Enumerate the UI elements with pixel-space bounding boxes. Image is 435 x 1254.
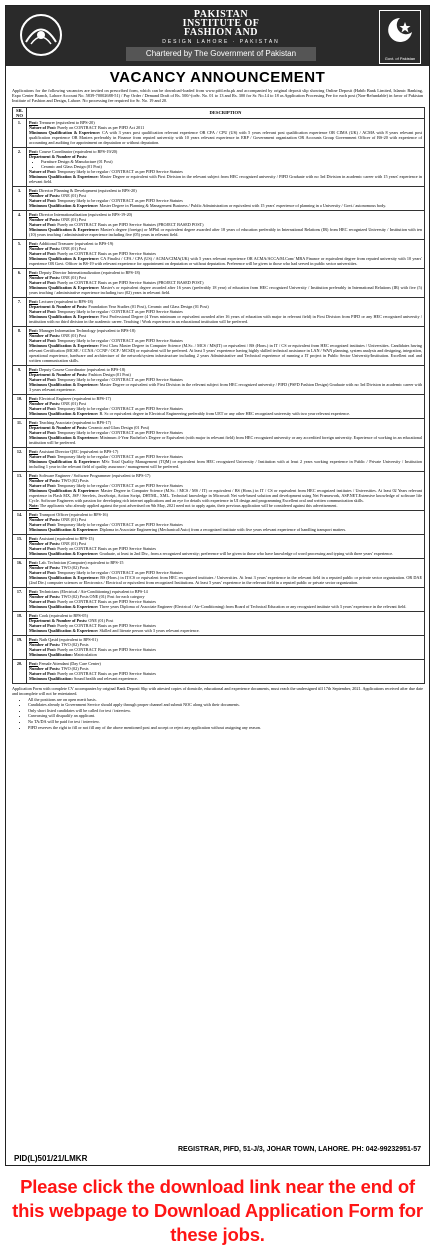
table-row	[13, 268, 425, 297]
field-label: Note:	[29, 502, 39, 508]
post-field: Minimum Qualification & Experience: Master's degree (foreign) or MPhil or equivalent degree awarded after 18 years of education preferably in International Relations (IR) from HEC recognized University / Institution with ten (10) years teaching / administrative experience including five (05) years in relevant field.	[29, 226, 422, 237]
row-description	[27, 118, 425, 147]
field-label: Nature of Post:	[29, 279, 57, 285]
post-field: Nature of Post: Purely on CONTRACT Basis as per PIFD Service Statutes	[29, 545, 156, 551]
list-item: • PIFD reserves the right to fill or not fill any of the above mentioned post and accept or reject any application without assigning any reason.	[28, 725, 429, 731]
field-label: Minimum Qualification & Experience:	[29, 342, 99, 348]
post-field: Nature of Post: Temporary likely to be regular / CONTRACT as per PIFD Service Statutes	[29, 453, 183, 459]
post-field: Post: Deputy Director Internationalization (equivalent to BPS-18)	[29, 269, 140, 275]
row-description	[27, 147, 425, 186]
row-description	[27, 268, 425, 297]
field-label: Nature of Post:	[29, 569, 57, 575]
department-list	[41, 159, 422, 169]
post-field: Minimum Qualification & Experience: CA Finalist / CFA / CPA (US) / ACMA/CIMA(UK) with 5 years relevant experience OR ACMA/ACCA/M.Com/ MBA Finance or equivalent degree from reputed university with 10 years' experience OR Govt. Officer in BS-19 with relevant experience for appointment on deputation or without deputation. Preference will be given to those who had served in public sector universities.	[29, 255, 423, 266]
field-label: Minimum Qualification & Experience:	[29, 255, 100, 261]
field-label: Post:	[29, 612, 39, 618]
field-label: Minimum Qualification & Experience:	[29, 487, 100, 493]
post-field: Minimum Qualification & Experience: Master Degree in Planning & Management Business / Public Administration or equivalent with 15 years' experience of planning in a University / Govt./ autonomous body.	[29, 202, 387, 208]
post-field: Post: Lecturer (equivalent to BPS-18)	[29, 298, 93, 304]
post-field: Department & Number of Posts: Foundation Year Studies (01 Post), Ceramic and Glass Design (01 Post)	[29, 303, 209, 309]
field-label: Minimum Qualification & Experience:	[29, 526, 99, 532]
row-description	[27, 297, 425, 326]
post-field: Post: Teaching Associate (equivalent to BPS-17)	[29, 419, 112, 425]
post-field: Note: The applicants who already applied against the post advertised on 9th May, 2021 need not to apply again, their previous application will be considered against this advertisement.	[29, 502, 338, 508]
table-row	[13, 394, 425, 418]
field-label: Nature of Post:	[29, 197, 57, 203]
field-label: Nature of Post:	[29, 429, 57, 435]
pid-number: PID(L)501/21/LMKR	[14, 1154, 88, 1163]
institute-city	[156, 39, 286, 45]
row-number: 12.	[13, 447, 27, 471]
row-number: 18.	[13, 611, 27, 635]
list-item: • No TA/DA will be paid for test / interview.	[28, 719, 429, 725]
post-field: Minimum Qualification & Experience: BS (Hons.) in IT/CS or equivalent from HEC recognized institutes / Universities. At least 3 years' experience in the relevant field in a reputed public or private sector organization. OR DAE (2nd Div.) computer sciences or Electronics / Electrical or equivalent from recognized Institutions. At least 5 years' experience in the relevant field in a reputed public or private sector organization.	[29, 574, 423, 585]
field-label: Nature of Post:	[29, 337, 57, 343]
field-label: Post:	[29, 187, 39, 193]
row-description	[27, 558, 425, 587]
pifd-emblem-icon	[16, 12, 66, 58]
row-number: 3.	[13, 186, 27, 210]
table-row	[13, 365, 425, 394]
post-field: Nature of Post: Temporary likely to be regular / CONTRACT as per PIFD Service Statutes	[29, 376, 183, 382]
field-label: Nature of Post:	[29, 646, 57, 652]
post-field: Nature of Post: Purely on CONTRACT Basis as per PIFD Service Statutes (PROJECT BASED POST)	[29, 279, 204, 285]
table-row	[13, 186, 425, 210]
field-label: Number of Posts:	[29, 245, 61, 251]
post-field: Post: Treasurer (equivalent to BPS-20)	[29, 119, 95, 125]
row-number: 10.	[13, 394, 27, 418]
post-field: Minimum Qualification & Experience: Diploma in Associate Engineering (Mechanical/Auto) from a recognized institute with five years relevant experience of handling transport matters.	[29, 526, 347, 532]
post-field: Number of Posts: ONE (01) Post	[29, 332, 87, 338]
field-label: Post:	[29, 588, 39, 594]
post-field: Nature of Post: Temporary likely to be regular / CONTRACT as per PIFD Service Statutes	[29, 429, 183, 435]
col-header-description: DESCRIPTION	[27, 107, 425, 118]
field-label: Post:	[29, 511, 39, 517]
table-row	[13, 611, 425, 635]
row-description	[27, 587, 425, 611]
table-row	[13, 635, 425, 659]
row-description	[27, 365, 425, 394]
post-field: Post: Course Coordinator (equivalent to BPS-19/20)	[29, 148, 118, 154]
table-row	[13, 239, 425, 268]
list-item: • Furniture Design & Manufacture (01 Post)	[41, 159, 422, 164]
post-field: Nature of Post: Temporary likely to be regular / CONTRACT as per PIFD Service Statutes	[29, 405, 183, 411]
row-number: 5.	[13, 239, 27, 268]
post-field: Nature of Post: Purely on CONTRACT Basis as per PIFD Service Statutes	[29, 622, 156, 628]
post-field: Nature of Post: Purely on CONTRACT Basis as per PIFD Service Statutes (PROJECT BASED POST)	[29, 221, 204, 227]
row-description	[27, 326, 425, 365]
field-label: Nature of Post:	[29, 250, 57, 256]
post-field: Nature of Post: Temporary likely to be regular / CONTRACT as per PIFD Service Statutes	[29, 168, 183, 174]
field-label: Minimum Qualification & Experience:	[29, 226, 100, 232]
table-row	[13, 471, 425, 510]
field-label: Nature of Post:	[29, 221, 57, 227]
field-label: Minimum Qualification & Experience:	[29, 284, 100, 290]
post-field: Number of Posts: TWO (02) Posts	[29, 665, 89, 671]
ad-title: VACANCY ANNOUNCEMENT	[109, 69, 326, 86]
field-label: Minimum Qualification & Experience:	[29, 381, 99, 387]
list-item: • Ceramic and Glass Design (01 Post)	[41, 164, 422, 169]
post-field: Post: Director Planning & Development (equivalent to BPS-20)	[29, 187, 137, 193]
post-field: Nature of Post: Purely on CONTRACT Basis as per PIFD Service Statutes	[29, 250, 156, 256]
field-label: Post:	[29, 472, 39, 478]
field-label: Minimum Qualification & Experience:	[29, 458, 101, 464]
field-label: Minimum Qualification & Experience:	[29, 434, 99, 440]
row-number: 7.	[13, 297, 27, 326]
field-label: Post:	[29, 660, 39, 666]
row-number: 13.	[13, 471, 27, 510]
field-label: Post:	[29, 535, 39, 541]
row-number: 2.	[13, 147, 27, 186]
row-number: 6.	[13, 268, 27, 297]
field-label: Nature of Post:	[29, 453, 57, 459]
govt-label: Govt. of Pakistan	[384, 56, 416, 61]
list-item: • Candidates already in Government Service should apply through proper channel and submit NOC along with their documents.	[28, 702, 429, 708]
table-row	[13, 210, 425, 239]
institute-line-4: DESIGN	[162, 39, 194, 45]
post-field: Number of Posts: TWO (02) Posts	[29, 641, 89, 647]
field-label: Nature of Post:	[29, 598, 57, 604]
field-label: Number of Posts:	[29, 332, 61, 338]
post-field: Number of Posts: ONE (01) Post	[29, 516, 87, 522]
institute-line-1: PAKISTAN	[193, 9, 249, 20]
table-row	[13, 558, 425, 587]
field-label: Nature of Post:	[29, 482, 57, 488]
terms-list	[28, 697, 429, 731]
field-label: Post:	[29, 298, 39, 304]
row-description	[27, 210, 425, 239]
post-field: Department & Number of Posts: Fashion Design (01 Post)	[29, 371, 131, 377]
field-label: Department & Number of Posts:	[29, 617, 88, 623]
field-label: Post:	[29, 327, 39, 333]
table-row	[13, 510, 425, 534]
row-number: 8.	[13, 326, 27, 365]
post-field: Minimum Qualification: Sound health and relevant experience.	[29, 675, 138, 681]
list-item: • Only short listed candidates will be called for test / interview.	[28, 708, 429, 714]
row-description	[27, 186, 425, 210]
field-label: Minimum Qualification & Experience:	[29, 574, 99, 580]
field-label: Number of Posts:	[29, 564, 61, 570]
list-item: • Canvassing will disqualify an applicant.	[28, 713, 429, 719]
post-field: Nature of Post: Purely on CONTRACT Basis as per PIFD Act 2011	[29, 124, 145, 130]
row-number: 14.	[13, 510, 27, 534]
post-field: Number of Posts: ONE (01) Post	[29, 216, 87, 222]
post-field: Post: Additional Treasurer (equivalent to BPS-19)	[29, 240, 114, 246]
registrar-address: REGISTRAR, PIFD, 51-J/3, JOHAR TOWN, LAHORE. PH: 042-99232951-57	[178, 1146, 421, 1153]
vacancy-advertisement	[5, 5, 430, 1166]
post-field: Number of Posts: ONE (01) Post	[29, 245, 87, 251]
field-label: Minimum Qualification & Experience:	[29, 202, 99, 208]
field-label: Post:	[29, 366, 39, 372]
post-field: Post: Assistant Director QEC (equivalent to BPS-17)	[29, 448, 119, 454]
table-row	[13, 447, 425, 471]
post-field: Minimum Qualification & Experience: Graduate, at least in 2nd Div., from a recognized university; preference will be given to those who have knowledge of word processing and typing with three years' experience.	[29, 550, 394, 556]
post-field: Minimum Qualification & Experience: Master Degree or equivalent with First Division in the relevant subject from HEC recognized university / PIFD (PSFD Fashion Design) Graduate with no 3rd Division in academic career with 3 years relevant experience.	[29, 381, 422, 392]
field-label: Post:	[29, 559, 39, 565]
post-field: Minimum Qualification: Matriculation	[29, 651, 97, 657]
post-field: Number of Posts: TWO (02) Posts ONE (01) Post for each category	[29, 593, 145, 599]
institute-line-3: FASHION AND	[184, 27, 258, 38]
field-label: Nature of Post:	[29, 670, 57, 676]
post-field: Minimum Qualification & Experience: First Professional Degree (4 Years minimum or equivalent awarded after 16 years of education with major in relevant field) in First Division from PIFD or any HEC recognized university / institution with no third division in the academic career. Teaching / Work experience in an educational institution will be preferred.	[29, 313, 422, 324]
post-field: Number of Posts: ONE (01) Post	[29, 540, 87, 546]
field-label: Nature of Post:	[29, 124, 57, 130]
post-field: Post: Manager Information Technology (equivalent to BPS-18)	[29, 327, 136, 333]
table-row	[13, 326, 425, 365]
ad-header	[6, 6, 429, 66]
row-description	[27, 659, 425, 683]
field-label: Post:	[29, 395, 39, 401]
field-label: Minimum Qualification:	[29, 651, 73, 657]
field-label: Nature of Post:	[29, 405, 57, 411]
post-field: Post: Lab. Technician (Computer) equivalent to BPS-15	[29, 559, 124, 565]
table-row	[13, 297, 425, 326]
row-description	[27, 635, 425, 659]
institute-line-2: INSTITUTE OF	[182, 18, 260, 29]
post-field: Minimum Qualification & Experience: Master Degree or equivalent with First Division in the relevant subject from HEC recognized university / PIFD Graduate with no 3rd Division in academic career with 15 years' experience in relevant field.	[29, 173, 423, 184]
field-label: Nature of Post:	[29, 622, 57, 628]
post-field: Post: Technicians (Electrical / Air-Conditioning) equivalent to BPS-14	[29, 588, 148, 594]
post-field: Minimum Qualification & Experience: CA with 3 years post qualification relevant experience OR CFA / CPU (US) with 5 years relevant post qualification experience OR CIMA (UK) / ACMA with 8 years relevant post qualification experience OR Masters preferably in Finance from reputed university with 10 years relevant experience in ERP / Government organization OR Accounts Group Government Officer of BS-20 with experience of accounting and auditing for appointment on deputation or without deputation.	[29, 129, 423, 145]
field-label: Number of Posts:	[29, 192, 61, 198]
field-label: Minimum Qualification & Experience:	[29, 173, 99, 179]
row-description	[27, 394, 425, 418]
crescent-star-icon	[385, 14, 415, 50]
field-label: Minimum Qualification:	[29, 675, 73, 681]
field-label: Minimum Qualification & Experience:	[29, 550, 99, 556]
post-field: Nature of Post: Temporary likely to be regular / CONTRACT as per PIFD Service Statutes	[29, 337, 183, 343]
field-label: Department & Number of Posts:	[29, 153, 88, 159]
post-field: Number of Posts: ONE (01) Post	[29, 274, 87, 280]
field-label: Number of Posts:	[29, 593, 61, 599]
post-field: Minimum Qualification & Experience: Master Degree in Computer Science (M.Sc. / MCS / MS / IT) or equivalent / BS (Hons.) in IT / CS or equivalent from HEC recognized institutes / Universities. At least 02 Years relevant experience in Flash MX, JSP / Servlets, JavaScript, Action Script, DHTML, XML. Technical knowledge in Microsoft Net web-based solution and development using Net Framework, ASP.NET.Extensive knowledge of software life Cycle. Software Engineers with passion for developing rich internet applications and an eye for details with experience in UI design and programming Excellent oral and written communication skills.	[29, 487, 423, 503]
row-description	[27, 510, 425, 534]
institute-name	[156, 10, 286, 37]
row-number: 19.	[13, 635, 27, 659]
post-field: Post: Female Attendant (Day Care Center)	[29, 660, 101, 666]
field-label: Number of Posts:	[29, 216, 61, 222]
post-field: Nature of Post: Temporary likely to be regular / CONTRACT as per PIFD Service Statutes	[29, 521, 183, 527]
row-description	[27, 418, 425, 447]
charter-banner: Chartered by The Government of Pakistan	[126, 47, 316, 61]
field-label: Number of Posts:	[29, 274, 61, 280]
post-field: Nature of Post: Temporary likely to be regular / CONTRACT as per PIFD Service Statutes	[29, 308, 183, 314]
post-field: Minimum Qualification & Experience: Minimum 4-Year Bachelor's Degree or Equivalent (with major in relevant field) from HEC recognized university or any accredited foreign university. Experience of working in an educational institution will be preferred.	[29, 434, 422, 445]
col-header-no: SR. NO	[13, 107, 27, 118]
field-label: Minimum Qualification & Experience:	[29, 410, 99, 416]
post-field: Number of Posts: TWO (02) Posts	[29, 477, 89, 483]
post-field: Department & Number of Posts: ONE (01) Post	[29, 617, 114, 623]
field-label: Minimum Qualification & Experience:	[29, 313, 100, 319]
table-header-row	[13, 107, 425, 118]
field-label: Number of Posts:	[29, 516, 61, 522]
field-label: Post:	[29, 419, 39, 425]
list-item: • All the positions are on open merit basis.	[28, 697, 429, 703]
post-field: Minimum Qualification & Experience: Three years Diploma of Associate Engineer (Electrical / Air-Conditioning) from Board of Technical Education or any recognized institute with 3 years' experience in the relevant field.	[29, 603, 407, 609]
post-field: Minimum Qualification & Experience: MSc Total Quality Management (TQM) or equivalent from HEC recognized University / Institution with at least 2 years working experience in Public / Private University / Institution including 1 year in the relevant field of quality assurance / management will be preferred.	[29, 458, 423, 469]
post-field: Post: Assistant (equivalent to BPS-15)	[29, 535, 94, 541]
post-field: Post: Cook (equivalent to BPS-05)	[29, 612, 88, 618]
post-field: Nature of Post: Purely on CONTRACT Basis as per PIFD Service Statutes	[29, 598, 156, 604]
table-row	[13, 118, 425, 147]
field-label: Number of Posts:	[29, 641, 61, 647]
table-row	[13, 659, 425, 683]
row-number: 1.	[13, 118, 27, 147]
table-row	[13, 534, 425, 558]
field-label: Nature of Post:	[29, 168, 57, 174]
post-field: Post: Electrical Engineer (equivalent to BPS-17)	[29, 395, 111, 401]
government-emblem	[379, 10, 421, 64]
row-description	[27, 471, 425, 510]
row-description	[27, 239, 425, 268]
post-field: Post: Naib Qasid (equivalent to BPS-01)	[29, 636, 98, 642]
post-field: Minimum Qualification & Experience: Master's or equivalent degree awarded after 16 years (preferably 18 year) of education from HEC recognized University / Institution preferably in International Relations (IR) with five (5) years teaching / administrative experience including two (02) years in relevant field.	[29, 284, 422, 295]
post-field: Post: Deputy Course Coordinator (equivalent to BPS-18)	[29, 366, 126, 372]
field-label: Department & Number of Posts:	[29, 424, 88, 430]
row-description	[27, 447, 425, 471]
post-field: Nature of Post: Temporary likely to be regular / CONTRACT as per PIFD Service Statutes	[29, 197, 183, 203]
field-label: Post:	[29, 636, 39, 642]
field-label: Number of Posts:	[29, 665, 61, 671]
post-field: Number of Posts: TWO (02) Posts	[29, 564, 89, 570]
row-number: 9.	[13, 365, 27, 394]
post-field: Post: Director Internationalization (equivalent to BPS-19-20)	[29, 211, 133, 217]
field-label: Number of Posts:	[29, 477, 61, 483]
row-number: 17.	[13, 587, 27, 611]
row-number: 11.	[13, 418, 27, 447]
row-number: 16.	[13, 558, 27, 587]
post-field: Department & Number of Posts: Ceramic and Glass Design (01 Post)	[29, 424, 150, 430]
field-label: Department & Number of Posts:	[29, 303, 88, 309]
table-row	[13, 147, 425, 186]
field-label: Nature of Post:	[29, 545, 57, 551]
field-label: Minimum Qualification & Experience:	[29, 627, 99, 633]
field-label: Minimum Qualification & Experience:	[29, 129, 101, 135]
download-note: Please click the download link near the end of this webpage to Download Application Form for these jobs.	[12, 1176, 423, 1245]
table-row	[13, 418, 425, 447]
post-field: Number of Posts: ONE (01) Post	[29, 192, 87, 198]
post-field: Nature of Post: Purely on CONTRACT Basis as per PIFD Service Statutes	[29, 670, 156, 676]
post-field: Minimum Qualification & Experience: First Class Master Degree in Computer Science (M.Sc. / MCS / MS(IT) or equivalent / BS (Hons.) in IT / CS or equivalent from HEC recognized institutes / Universities. Candidates having relevant Certification (MCSE / CCNA / CCNP / OCP / MCSD) or equivalent will be preferred. At least 5 years' experience having highly skilled technical assistance in LAN / WAN planning, system analysis and designing, integration, operational experience, hardware and architecture of the network/system infrastructure including 2 years Administrative and Technical experience of running a IT project in Public Sector University/Institution. Excellent oral and written communication skills.	[29, 342, 423, 363]
row-description	[27, 611, 425, 635]
post-field: Number of Posts: ONE (01) Post	[29, 400, 87, 406]
row-description	[27, 534, 425, 558]
table-row	[13, 587, 425, 611]
field-label: Number of Posts:	[29, 540, 61, 546]
row-number: 15.	[13, 534, 27, 558]
post-field: Nature of Post: Temporary likely to be regular / CONTRACT as per PIFD Service Statutes	[29, 569, 183, 575]
submission-instructions: Application Form with complete CV accompanies by original Bank Deposit Slip with attested copies of domicile, educational and experience documents, must reach the undersigned till 17th September, 2021. Applications received after due date and incomplete will not be entertained.	[12, 685, 423, 696]
row-number: 4.	[13, 210, 27, 239]
post-field: Post: Software Engineer / Software Programmer (equivalent to BPS-17)	[29, 472, 151, 478]
post-field: Nature of Post: Purely on CONTRACT Basis as per PIFD Service Statutes	[29, 646, 156, 652]
field-label: Minimum Qualification & Experience:	[29, 603, 99, 609]
field-label: Post:	[29, 448, 39, 454]
field-label: Department & Number of Posts:	[29, 371, 88, 377]
field-label: Post:	[29, 211, 39, 217]
field-label: Post:	[29, 148, 39, 154]
field-label: Nature of Post:	[29, 521, 57, 527]
vacancy-table	[12, 107, 425, 684]
field-label: Post:	[29, 269, 39, 275]
field-label: Nature of Post:	[29, 376, 57, 382]
row-number: 20.	[13, 659, 27, 683]
post-field: Nature of Post: Temporary likely to be regular / CONTRACT as per PIFD Service Statutes	[29, 482, 183, 488]
field-label: Post:	[29, 119, 39, 125]
field-label: Number of Posts:	[29, 400, 61, 406]
institute-city-text: LAHORE · PAKISTAN	[196, 39, 280, 45]
vacancy-rows	[13, 118, 425, 683]
post-field: Minimum Qualification & Experience: B. Sc or equivalent degree in Electrical Engineering preferably from UET or any other HEC recognized university with two year relevant experience.	[29, 410, 350, 416]
post-field: Post: Transport Officer (equivalent to BPS-16)	[29, 511, 108, 517]
field-label: Post:	[29, 240, 39, 246]
field-label: Nature of Post:	[29, 308, 57, 314]
post-field: Minimum Qualification & Experience: Skilled and literate person with 3 years relevant experience.	[29, 627, 200, 633]
intro-paragraph: Applications for the following vacancies are invited on prescribed form, which can be download-loaded from www.pifd.edu.pk and accompanied by original deposit slip showing Online Deposit (Habib Bank Limited, Islamic Banking, Expo Center Branch, Lahore Account No. 5839-70002688-51) / Pay Order / Demand Draft of Rs. 500/-(orSr. No. 01 to 13 and Rs. 300 for Sr. No.14 to 18 as Application Processing Fee for each post (Non-Refundable) in favor of Pakistan Institute of Fashion and Design, Lahore. No processing fee required for Sr. No. 19 and 20.	[12, 88, 423, 104]
